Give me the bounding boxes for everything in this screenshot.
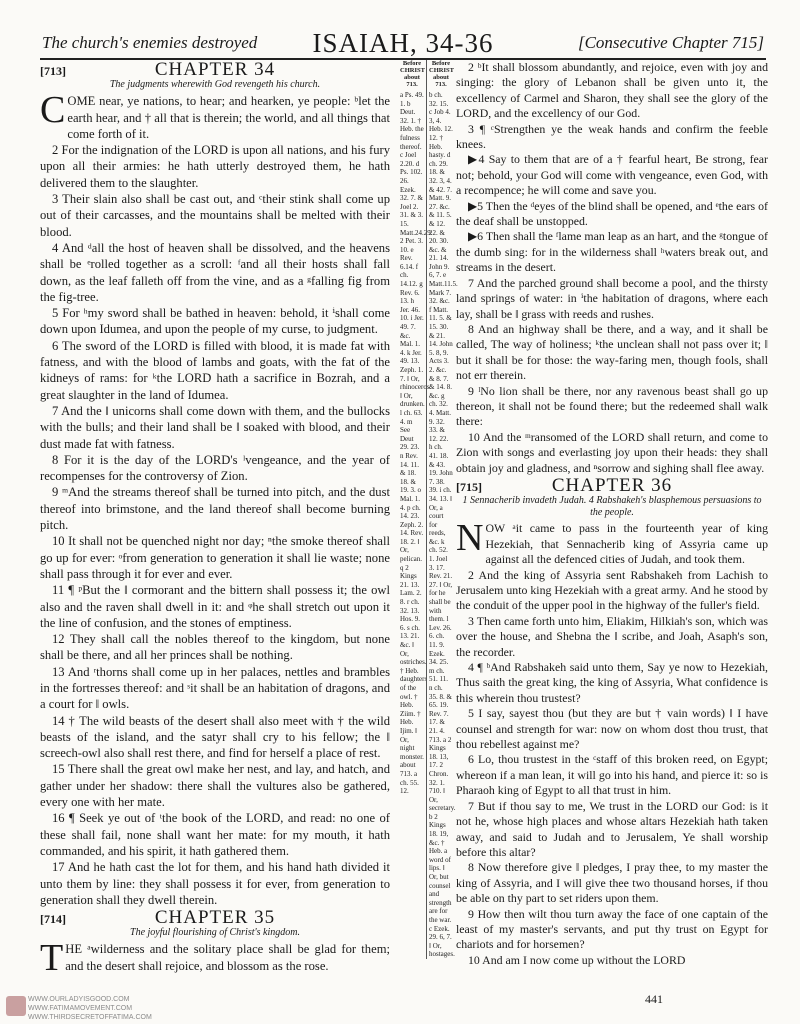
verse-34-3: 3 Their slain also shall be cast out, and ᶜtheir stink shall come up out of their carcasses, and the mountains shall be melted with their blood.	[40, 192, 390, 239]
verse-36-2: 2 And the king of Assyria sent Rabshakeh from Lachish to Jerusalem unto king Hezekiah with a great army. And he stood by the conduit of the upper pool in the highway of the fuller's field.	[456, 567, 768, 613]
refs-text-b: b ch. 32. 15. c Job 4. 3, 4. Heb. 12. 12. † Heb. hasty. d ch. 29. 18. & 32. 3, 4. & 42. 7. Matt. 9. 27. &c. & 11. 5. & 12. 22. & 20. 30. &c. & 21. 14. John 9. 6, 7. e Matt.11.5. Mark 7. 32. &c. f Matt. 11. 5. & 15. 30. & 21. 14. John 5. 8, 9. Acts 3. 2. &c. & 8. 7. & 14. 8. &c. g ch. 32. 4. Matt. 9. 32. 33. & 12. 22. h ch. 41. 18. & 43. 19. John 7. 38. 39. i ch. 34. 13. ‖ Or, a court for reeds, &c. k ch. 52. 1. Joel 3. 17. Rev. 21. 27. ‖ Or, for he shall be with them. l Lev. 26. 6. ch. 11. 9. Ezek. 34. 25. m ch. 51. 11. n ch. 35. 8. & 65. 19. Rev. 7. 17. & 21. 4. 713. a 2 Kings 18. 13, 17. 2 Chron. 32. 1. 710. ‖ Or, secretary. b 2 Kings 18. 19, &c. † Heb. a word of lips. ‖ Or, but counsel and strength are for the war. c Ezek. 29. 6, 7. ‖ Or, hostages.	[429, 91, 458, 959]
verse-35-6: ▶6 Then shall the ᶠlame man leap as an hart, and the ᵍtongue of the dumb sing: for in the wilderness shall ʰwaters break out, and streams in the desert.	[456, 229, 768, 275]
verse-34-5: 5 For ʰmy sword shall be bathed in heaven: behold, it ⁱshall come down upon Idumea, and upon the people of my curse, to judgment.	[40, 306, 390, 337]
chapter-35-title: CHAPTER 35	[154, 907, 276, 929]
right-text-column	[456, 60, 768, 968]
chapter-36-title: CHAPTER 36	[551, 474, 673, 496]
verse-35-7: 7 And the parched ground shall become a pool, and the thirsty land springs of water: in ⁱthe habitation of dragons, where each lay, shall be ‖ grass with reeds and rushes.	[456, 275, 768, 321]
verse-35-10: 10 And the ᵐransomed of the LORD shall return, and come to Zion with songs and everlasting joy upon their heads: they shall obtain joy and gladness, and ⁿsorrow and sighing shall flee away.	[456, 429, 768, 475]
refs-text-a: a Ps. 49. 1. b Deut. 32. 1. † Heb. the fulness thereof. c Joel 2.20. d Ps. 102. 26. Ezek. 32. 7. & Joel 2. 31. & 3. 15. Matt.24.29. 2 Pet. 3. 10. e Rev. 6.14. f ch. 14.12. g Rev. 6. 13. h Jer. 46. 10. i Jer. 49. 7. &c. Mal. 1. 4. k Jer. 49. 13. Zeph. 1. 7. ‖ Or, rhinoceros. ‖ Or, drunken. l ch. 63. 4. m See Deut 29. 23. n Rev. 14. 11. & 18. 18. & 19. 3. o Mal. 1. 4. p ch. 14. 23. Zeph. 2. 14. Rev. 18. 2. ‖ Or, pelican. q 2 Kings 21. 13. Lam. 2. 8. r ch. 32. 13. Hos. 9. 6. s ch. 13. 21. &c. ‖ Or, ostriches. † Heb. daughters of the owl. † Heb. Ziim. † Heb. Ijim. ‖ Or, night monster. about 713. a ch. 55. 12.	[400, 91, 433, 796]
verse-34-13: 13 And ʳthorns shall come up in her palaces, nettles and brambles in the fortresses thereof: and ˢit shall be an habitation of dragons, and a court for ‖ owls.	[40, 664, 390, 712]
verse-35-2: 2 ᵇIt shall blossom abundantly, and rejoice, even with joy and singing: the glory of Lebanon shall be given unto it, the excellency of Carmel and Sharon, they shall see the glory of the LORD, and the excellency of our God.	[456, 60, 768, 121]
verse-34-10: 10 It shall not be quenched night nor day; ⁿthe smoke thereof shall go up for ever: ᵒfrom generation to generation it shall lie waste; none shall pass through it for ever and ever.	[40, 534, 390, 581]
verse-34-17: 17 And he hath cast the lot for them, and his hand hath divided it unto them by line: they shall possess it for ever, from generation to generation shall they dwell therein.	[40, 860, 390, 907]
verse-36-6: 6 Lo, thou trustest in the ᶜstaff of this broken reed, on Egypt; whereon if a man lean, it will go into his hand, and pierce it: so is Pharaoh king of Egypt to all that trust in him.	[456, 752, 768, 798]
verse-36-1: NOW ᵃit came to pass in the fourteenth year of king Hezekiah, that Sennacherib king of Assyria came up against all the defenced cities of Judah, and took them.	[456, 517, 768, 567]
dropcap-35: T	[40, 937, 64, 980]
verse-35-3: 3 ¶ ᶜStrengthen ye the weak hands and confirm the feeble knees.	[456, 121, 768, 152]
page-number: 441	[645, 992, 663, 1006]
chapter-35-number: [714]	[40, 912, 66, 927]
verse-35-8: 8 And an highway shall be there, and a way, and it shall be called, The way of holiness; ᵏthe unclean shall not pass over it; ‖ but it shall be for those: the way-faring men, though fools, shall not err therein.	[456, 321, 768, 383]
verse-36-4: 4 ¶ ᵇAnd Rabshakeh said unto them, Say ye now to Hezekiah, Thus saith the great king, the king of Assyria, What confidence is this wherein thou trustest?	[456, 660, 768, 705]
verse-34-9: 9 ᵐAnd the streams thereof shall be turned into pitch, and the dust thereof into brimstone, and the land thereof shall become burning pitch.	[40, 485, 390, 533]
header-left-title: The church's enemies destroyed	[42, 33, 258, 52]
chapter-34-heading	[40, 59, 390, 80]
watermark-urls: WWW.OURLADYISGOOD.COM WWW.FATIMAMOVEMENT.COM WWW.THIRDSECRETOFFATIMA.COM	[28, 996, 152, 1021]
chapter-36-number: [715]	[456, 479, 482, 494]
verse-36-9: 9 How then wilt thou turn away the face of one captain of the least of my master's servants, and put thy trust on Egypt for chariots and for horsemen?	[456, 906, 768, 952]
verse-34-14: 14 † The wild beasts of the desert shall also meet with † the wild beasts of the island, and the satyr shall cry to his fellow; the ‖ screech-owl also shall rest there, and find for herself a place of rest.	[40, 713, 390, 761]
refs-date-head-a: Before CHRIST about 713.	[400, 60, 425, 88]
verse-34-6: 6 The sword of the LORD is filled with blood, it is made fat with fatness, and with the blood of lambs and goats, with the fat of the kidneys of rams: for ᵏthe LORD hath a sacrifice in Bozrah, and a great slaughter in the land of Idumea.	[40, 338, 390, 402]
watermark-logo-icon	[6, 996, 26, 1016]
cross-reference-column-b	[426, 60, 458, 959]
chapter-34-title: CHAPTER 34	[154, 59, 276, 80]
verse-34-8: 8 For it is the day of the LORD's ˡvengeance, and the year of recompenses for the controversy of Zion.	[40, 452, 390, 484]
verse-35-4: ▶4 Say to them that are of a † fearful heart, Be strong, fear not; behold, your God will come with vengeance, even God, with a recompence; he will come and save you.	[456, 152, 768, 198]
verse-34-12: 12 They shall call the nobles thereof to the kingdom, but none shall be there, and all her princes shall be nothing.	[40, 632, 390, 663]
running-header	[40, 28, 766, 60]
verse-34-2: 2 For the indignation of the LORD is upon all nations, and his fury upon all their armies: he hath utterly destroyed them, he hath delivered them to the slaughter.	[40, 143, 390, 190]
verse-36-10: 10 And am I now come up without the LORD	[468, 952, 686, 967]
cross-reference-column-a	[400, 60, 433, 796]
verse-34-11: 11 ¶ ᵖBut the ‖ cormorant and the bittern shall possess it; the owl also and the raven shall dwell in it: and ᵠhe shall stretch out upon it the line of confusion, and the stones of emptiness.	[40, 583, 390, 630]
left-text-column	[40, 59, 390, 980]
chapter-35-summary: The joyful flourishing of Christ's kingdom.	[130, 927, 300, 939]
verse-34-4: 4 And ᵈall the host of heaven shall be dissolved, and the heavens shall be ᵉrolled together as a scroll: ᶠand all their hosts shall fall down, as the leaf falleth off from the vine, and as a ᵍfalling fig from the fig-tree.	[40, 240, 390, 304]
chapter-36-summary: 1 Sennacherib invadeth Judah. 4 Rabshakeh's blasphemous persuasions to the people.	[462, 495, 762, 519]
header-book-title: ISAIAH, 34-36	[312, 28, 494, 58]
refs-date-head-b: Before CHRIST about 713.	[429, 60, 454, 88]
verse-35-9: 9 ˡNo lion shall be there, nor any ravenous beast shall go up thereon, it shall not be found there; but the redeemed shall walk there:	[456, 383, 768, 429]
dropcap-34: C	[40, 89, 66, 132]
dropcap-36: N	[456, 517, 484, 560]
verse-34-15: 15 There shall the great owl make her nest, and lay, and hatch, and gather under her shadow: there shall the vultures also be gathered, every one with her mate.	[40, 762, 390, 810]
verse-36-8: 8 Now therefore give ‖ pledges, I pray thee, to my master the king of Assyria, and I will give thee two thousand horses, if thou be able on thy part to set riders upon them.	[456, 860, 768, 906]
verse-36-7: 7 But if thou say to me, We trust in the LORD our God: is it not he, whose high places and whose altars Hezekiah hath taken away, and said to Judah and to Jerusalem, Ye shall worship before this altar?	[456, 798, 768, 859]
verse-34-7: 7 And the ‖ unicorns shall come down with them, and the bullocks with the bulls; and their land shall be ‖ soaked with blood, and their dust made fat with fatness.	[40, 403, 390, 451]
verse-34-16: 16 ¶ Seek ye out of ᵗthe book of the LORD, and read: no one of these shall fail, none shall want her mate: for my mouth, it hath commanded, and his spirit, it hath gathered them.	[40, 811, 390, 858]
verse-36-3: 3 Then came forth unto him, Eliakim, Hilkiah's son, which was over the house, and Shebna the ‖ scribe, and Joah, Asaph's son, the recorder.	[456, 613, 768, 659]
chapter-35-heading	[40, 907, 390, 929]
verse-34-1: COME near, ye nations, to hear; and hearken, ye people: ᵇlet the earth hear, and † all that is therein; the world, and all things that come forth of it.	[40, 89, 390, 141]
header-chapter-ref: [Consecutive Chapter 715]	[577, 33, 764, 52]
chapter-36-heading	[456, 474, 768, 496]
verse-35-5: ▶5 Then the ᵈeyes of the blind shall be opened, and ᵉthe ears of the deaf shall be unstopped.	[456, 198, 768, 229]
verse-35-1: THE ᵃwilderness and the solitary place shall be glad for them; and the desert shall rejoice, and blossom as the rose.	[40, 937, 390, 980]
verse-36-5: 5 I say, sayest thou (but they are but † vain words) ‖ I have counsel and strength for war: now on whom dost thou trust, that thou rebellest against me?	[456, 706, 768, 752]
chapter-34-number: [713]	[40, 64, 66, 78]
chapter-34-summary: The judgments wherewith God revengeth his church.	[109, 79, 321, 91]
